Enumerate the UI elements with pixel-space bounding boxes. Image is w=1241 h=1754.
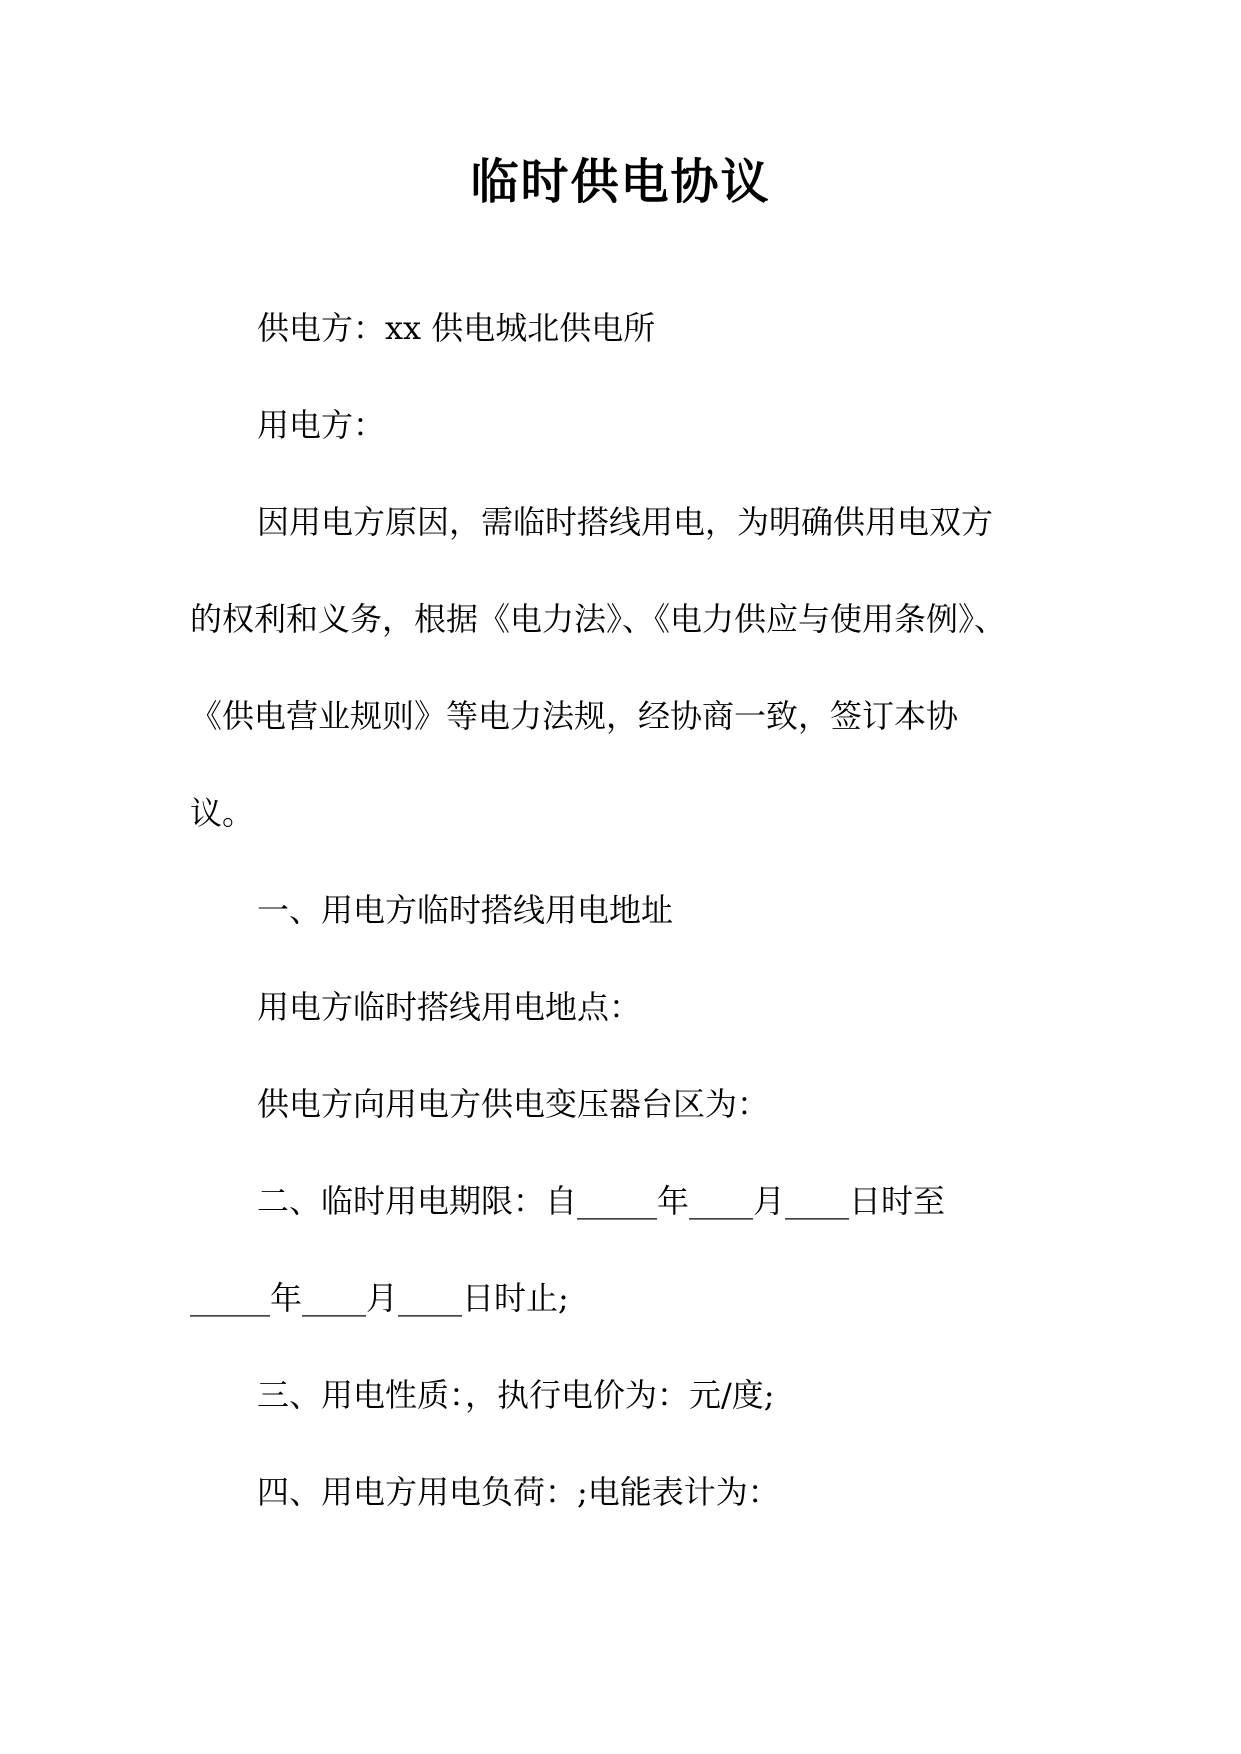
section-2-line-2: _____年____月____日时止; <box>190 1279 569 1317</box>
section-4-line: 四、用电方用电负荷：;电能表计为： <box>257 1473 780 1511</box>
document-title: 临时供电协议 <box>470 154 771 210</box>
intro-paragraph-line-2: 的权利和义务，根据《电力法》、《电力供应与使用条例》、 <box>190 600 1007 638</box>
section-1-location: 用电方临时搭线用电地点： <box>257 988 642 1026</box>
intro-paragraph-line-1: 因用电方原因，需临时搭线用电，为明确供用电双方 <box>257 503 994 541</box>
intro-paragraph-line-3: 《供电营业规则》等电力法规，经协商一致，签订本协 <box>190 697 959 735</box>
section-1-transformer: 供电方向用电方供电变压器台区为： <box>257 1085 770 1123</box>
intro-paragraph-line-4: 议。 <box>190 794 255 832</box>
section-1-heading: 一、用电方临时搭线用电地址 <box>257 891 674 929</box>
supplier-line: 供电方：xx 供电城北供电所 <box>257 309 656 347</box>
user-line: 用电方： <box>257 406 386 444</box>
section-3-line: 三、用电性质：，执行电价为：元/度; <box>257 1376 775 1414</box>
section-2-line-1: 二、临时用电期限：自_____年____月____日时至 <box>257 1182 946 1220</box>
